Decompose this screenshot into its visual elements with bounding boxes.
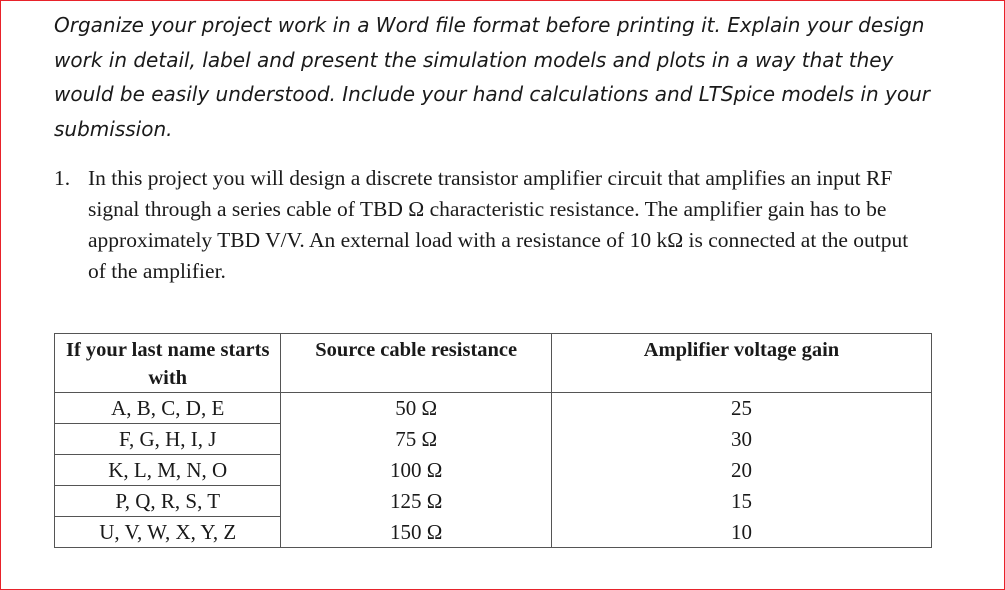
assignment-table <box>54 333 932 548</box>
gain-value: 10 <box>551 517 931 548</box>
last-name-range: F, G, H, I, J <box>55 424 281 455</box>
table-row <box>55 424 932 455</box>
cable-resistance-value: 150 Ω <box>281 517 551 548</box>
header-last-name: If your last name starts with <box>55 334 281 393</box>
gain-value: 15 <box>551 486 931 517</box>
table-row <box>55 517 932 548</box>
last-name-range: K, L, M, N, O <box>55 455 281 486</box>
cable-resistance-value: 125 Ω <box>281 486 551 517</box>
gain-value: 25 <box>551 393 931 424</box>
table-row <box>55 393 932 424</box>
cable-resistance-value: 50 Ω <box>281 393 551 424</box>
cable-resistance-value: 75 Ω <box>281 424 551 455</box>
cable-resistance-value: 100 Ω <box>281 455 551 486</box>
gain-value: 20 <box>551 455 931 486</box>
header-cable-resistance: Source cable resistance <box>281 334 551 393</box>
item-number: 1. <box>54 166 71 190</box>
item-text: In this project you will design a discrete transistor amplifier circuit that amplifies an input RF signal through a series cable of TBD Ω characteristic resistance. The amplifier gain has to be approximately TBD V/V. An external load with a resistance of 10 kΩ is connected at the output of the amplifier. <box>88 166 909 283</box>
gain-value: 30 <box>551 424 931 455</box>
last-name-range: A, B, C, D, E <box>55 393 281 424</box>
last-name-range: P, Q, R, S, T <box>55 486 281 517</box>
table-row <box>55 455 932 486</box>
header-voltage-gain: Amplifier voltage gain <box>551 334 931 393</box>
intro-paragraph: Organize your project work in a Word file format before printing it. Explain your design work in detail, label and present the simulation models and plots in a way that they would be easily understood. Include your hand calculations and LTSpice models in your submission. <box>54 13 930 141</box>
last-name-range: U, V, W, X, Y, Z <box>55 517 281 548</box>
table-row <box>55 486 932 517</box>
